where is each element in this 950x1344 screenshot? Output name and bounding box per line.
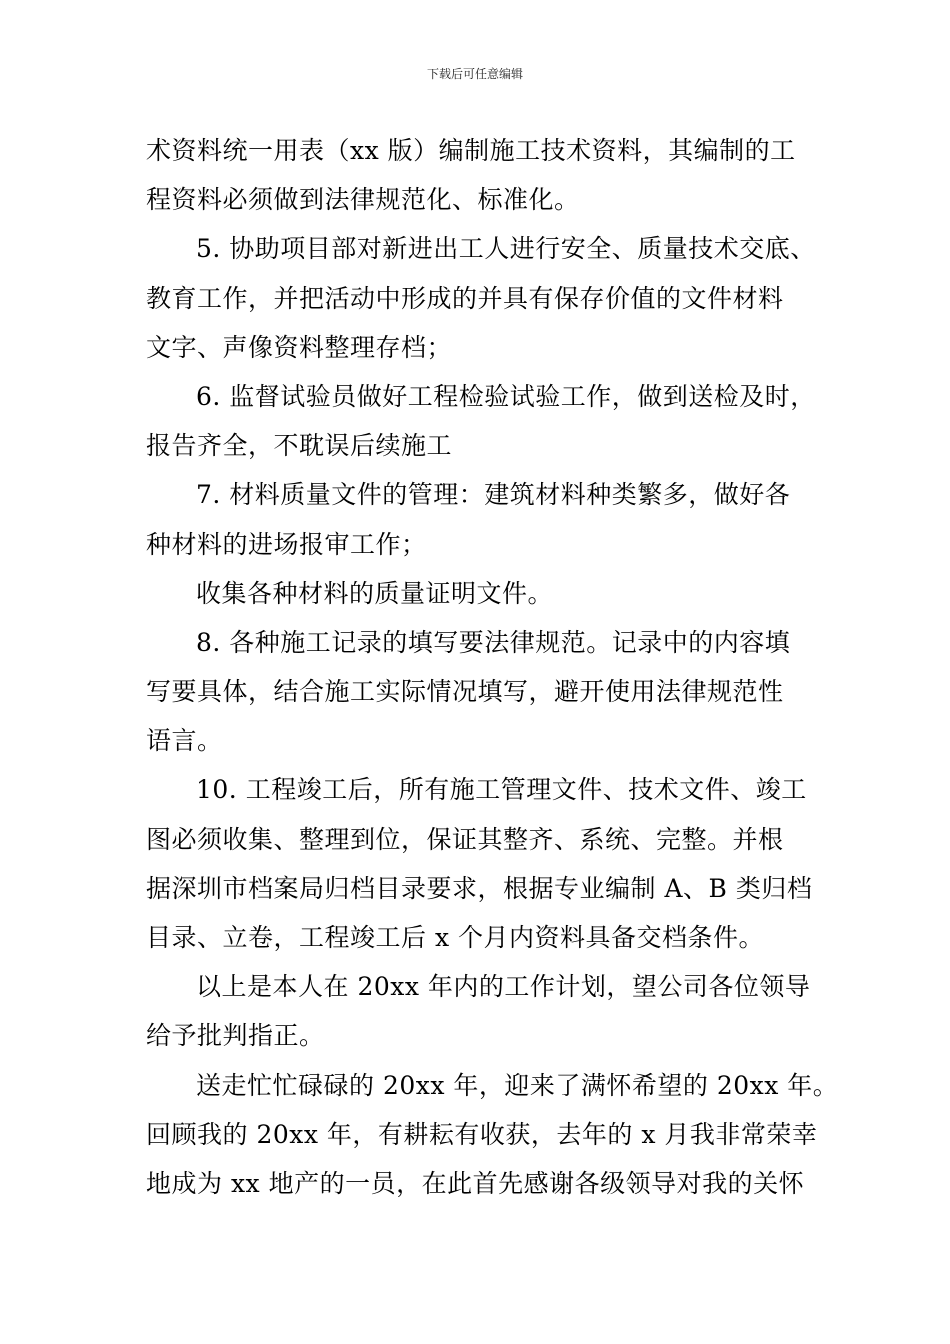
paragraph-line: 种材料的进场报审工作； (146, 529, 427, 559)
paragraph-line: 写要具体，结合施工实际情况填写，避开使用法律规范性 (146, 677, 784, 707)
paragraph-line: 术资料统一用表（xx 版）编制施工技术资料，其编制的工 (146, 136, 796, 165)
page-header: 下载后可任意编辑 (426, 67, 523, 81)
paragraph-line: 6. 监督试验员做好工程检验试验工作，做到送检及时， (196, 381, 816, 411)
paragraph-line: 回顾我的 20xx 年，有耕耘有收获，去年的 x 月我非常荣幸 (146, 1119, 818, 1149)
paragraph-line: 文字、声像资料整理存档； (146, 332, 453, 362)
document-body (146, 126, 839, 1208)
paragraph-line: 8. 各种施工记录的填写要法律规范。记录中的内容填 (196, 627, 791, 657)
paragraph-line: 10. 工程竣工后，所有施工管理文件、技术文件、竣工 (196, 775, 807, 805)
paragraph-line: 报告齐全，不耽误后续施工 (146, 431, 453, 461)
paragraph-line: 收集各种材料的质量证明文件。 (196, 578, 554, 608)
paragraph-line: 5. 协助项目部对新进出工人进行安全、质量技术交底、 (196, 234, 816, 264)
paragraph-line: 语言。 (146, 726, 223, 756)
paragraph-line: 教育工作，并把活动中形成的并具有保存价值的文件材料 (146, 283, 784, 313)
paragraph-line: 以上是本人在 20xx 年内的工作计划，望公司各位领导 (196, 972, 811, 1002)
paragraph-line: 7. 材料质量文件的管理：建筑材料种类繁多，做好各 (196, 480, 791, 510)
paragraph-line: 给予批判指正。 (146, 1021, 325, 1051)
paragraph-line: 据深圳市档案局归档目录要求，根据专业编制 A、B 类归档 (146, 873, 813, 903)
paragraph-line: 图必须收集、整理到位，保证其整齐、系统、完整。并根 (146, 824, 784, 854)
paragraph-line: 送走忙忙碌碌的 20xx 年，迎来了满怀希望的 20xx 年。 (196, 1070, 839, 1100)
paragraph-line: 目录、立卷，工程竣工后 x 个月内资料具备交档条件。 (146, 923, 764, 952)
paragraph-line: 地成为 xx 地产的一员，在此首先感谢各级领导对我的关怀 (146, 1168, 805, 1198)
paragraph-line: 程资料必须做到法律规范化、标准化。 (146, 185, 580, 215)
